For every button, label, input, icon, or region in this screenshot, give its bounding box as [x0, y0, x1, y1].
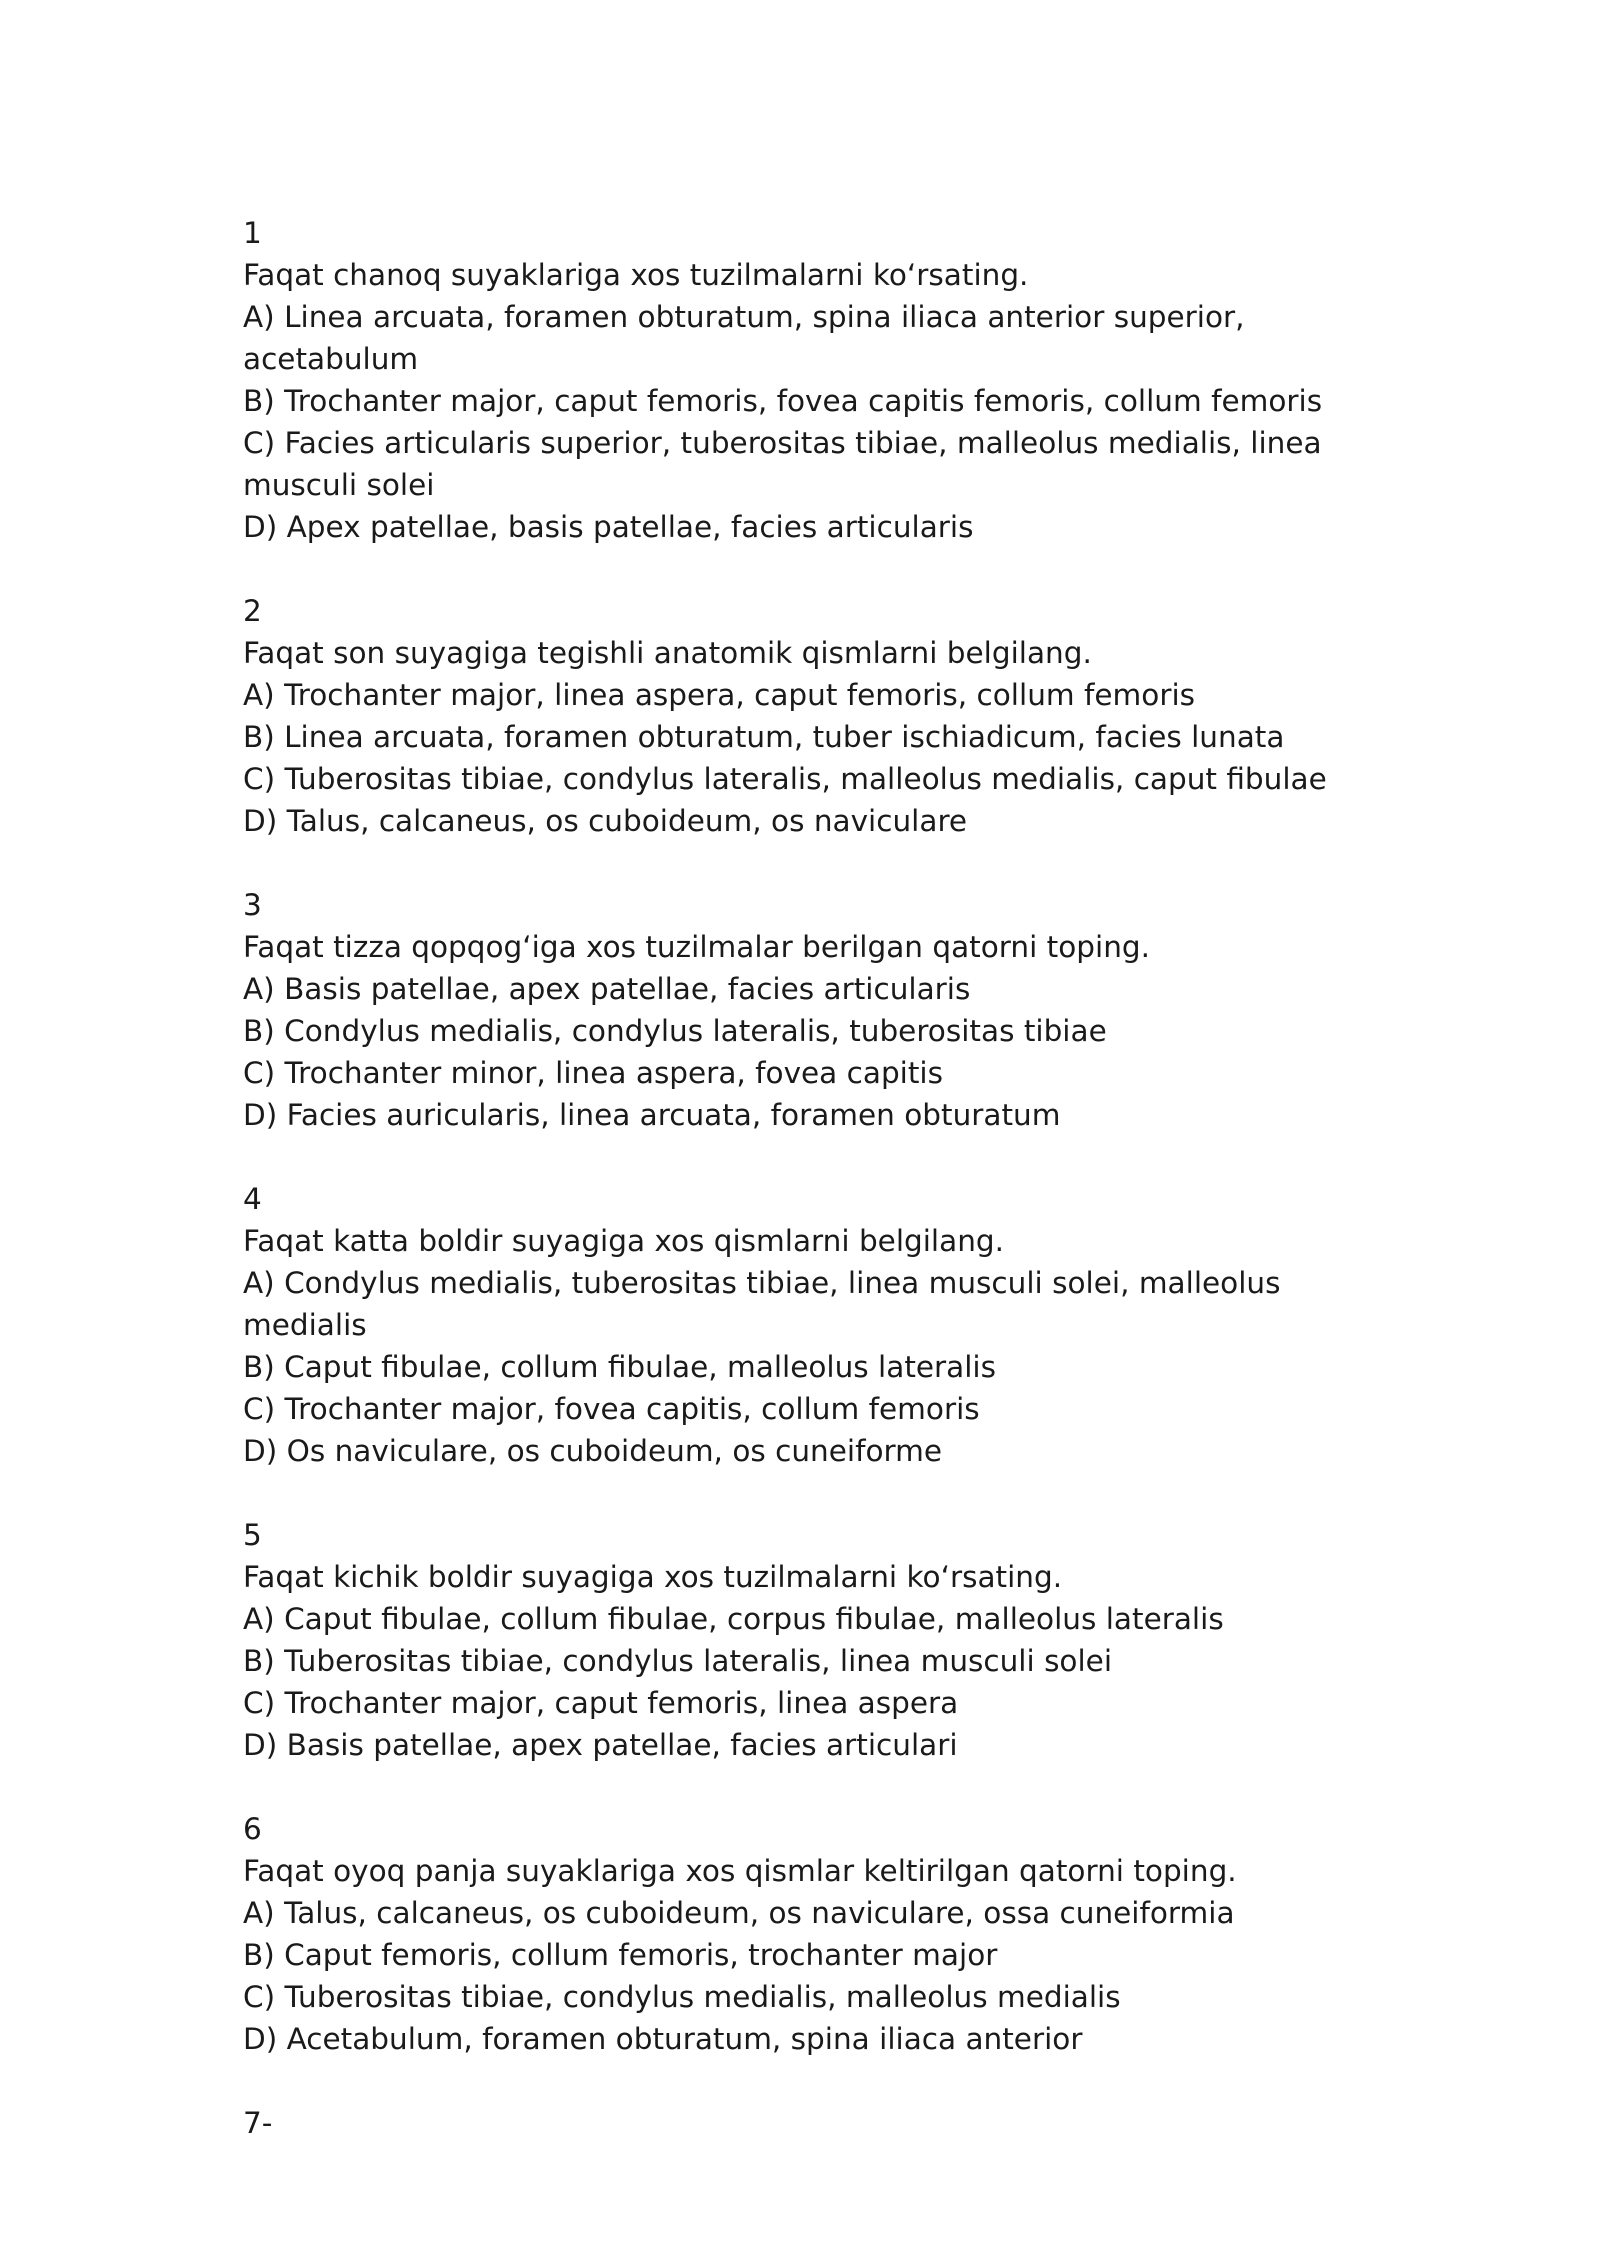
answer-option: A) Condylus medialis, tuberositas tibiae, linea musculi solei, malleolus medialis — [243, 1266, 1290, 1342]
question-text: Faqat oyoq panja suyaklariga xos qismlar keltirilgan qatorni toping. — [243, 1854, 1237, 1888]
question-number: 2 — [243, 594, 262, 628]
question-text: Faqat son suyagiga tegishli anatomik qismlarni belgilang. — [243, 636, 1092, 670]
question-block — [243, 590, 1383, 842]
question-text: Faqat kichik boldir suyagiga xos tuzilmalarni ko‘rsating. — [243, 1560, 1063, 1594]
question-number: 3 — [243, 888, 262, 922]
question-block — [243, 1514, 1383, 1766]
answer-option: A) Caput fibulae, collum fibulae, corpus fibulae, malleolus lateralis — [243, 1602, 1224, 1636]
answer-option: C) Facies articularis superior, tuberositas tibiae, malleolus medialis, linea musculi solei — [243, 426, 1331, 502]
answer-option: D) Apex patellae, basis patellae, facies articularis — [243, 510, 974, 544]
question-number: 7- — [243, 2106, 273, 2140]
question-block — [243, 884, 1383, 1136]
answer-option: B) Tuberositas tibiae, condylus lateralis, linea musculi solei — [243, 1644, 1113, 1678]
answer-option: D) Acetabulum, foramen obturatum, spina iliaca anterior — [243, 2022, 1083, 2056]
question-block — [243, 1178, 1383, 1472]
question-number: 1 — [243, 216, 262, 250]
answer-option: A) Linea arcuata, foramen obturatum, spina iliaca anterior superior, acetabulum — [243, 300, 1254, 376]
question-block — [243, 1808, 1383, 2060]
question-block — [243, 2102, 1383, 2144]
question-text: Faqat chanoq suyaklariga xos tuzilmalarni ko‘rsating. — [243, 258, 1029, 292]
answer-option: D) Os naviculare, os cuboideum, os cuneiforme — [243, 1434, 942, 1468]
answer-option: D) Talus, calcaneus, os cuboideum, os naviculare — [243, 804, 968, 838]
answer-option: B) Caput femoris, collum femoris, trochanter major — [243, 1938, 998, 1972]
question-block — [243, 212, 1383, 548]
answer-option: A) Talus, calcaneus, os cuboideum, os naviculare, ossa cuneiformia — [243, 1896, 1235, 1930]
question-number: 6 — [243, 1812, 262, 1846]
answer-option: B) Condylus medialis, condylus lateralis, tuberositas tibiae — [243, 1014, 1107, 1048]
question-number: 4 — [243, 1182, 262, 1216]
question-number: 5 — [243, 1518, 262, 1552]
document-page — [243, 212, 1383, 2186]
answer-option: B) Caput fibulae, collum fibulae, malleolus lateralis — [243, 1350, 996, 1384]
answer-option: C) Tuberositas tibiae, condylus medialis, malleolus medialis — [243, 1980, 1121, 2014]
question-text: Faqat tizza qopqog‘iga xos tuzilmalar berilgan qatorni toping. — [243, 930, 1151, 964]
answer-option: B) Trochanter major, caput femoris, fovea capitis femoris, collum femoris — [243, 384, 1323, 418]
answer-option: C) Trochanter major, fovea capitis, collum femoris — [243, 1392, 980, 1426]
answer-option: A) Trochanter major, linea aspera, caput femoris, collum femoris — [243, 678, 1196, 712]
answer-option: C) Trochanter minor, linea aspera, fovea capitis — [243, 1056, 943, 1090]
answer-option: A) Basis patellae, apex patellae, facies articularis — [243, 972, 971, 1006]
answer-option: D) Facies auricularis, linea arcuata, foramen obturatum — [243, 1098, 1061, 1132]
question-text: Faqat katta boldir suyagiga xos qismlarni belgilang. — [243, 1224, 1005, 1258]
answer-option: C) Trochanter major, caput femoris, linea aspera — [243, 1686, 959, 1720]
answer-option: C) Tuberositas tibiae, condylus lateralis, malleolus medialis, caput fibulae — [243, 762, 1327, 796]
answer-option: B) Linea arcuata, foramen obturatum, tuber ischiadicum, facies lunata — [243, 720, 1285, 754]
answer-option: D) Basis patellae, apex patellae, facies articulari — [243, 1728, 958, 1762]
